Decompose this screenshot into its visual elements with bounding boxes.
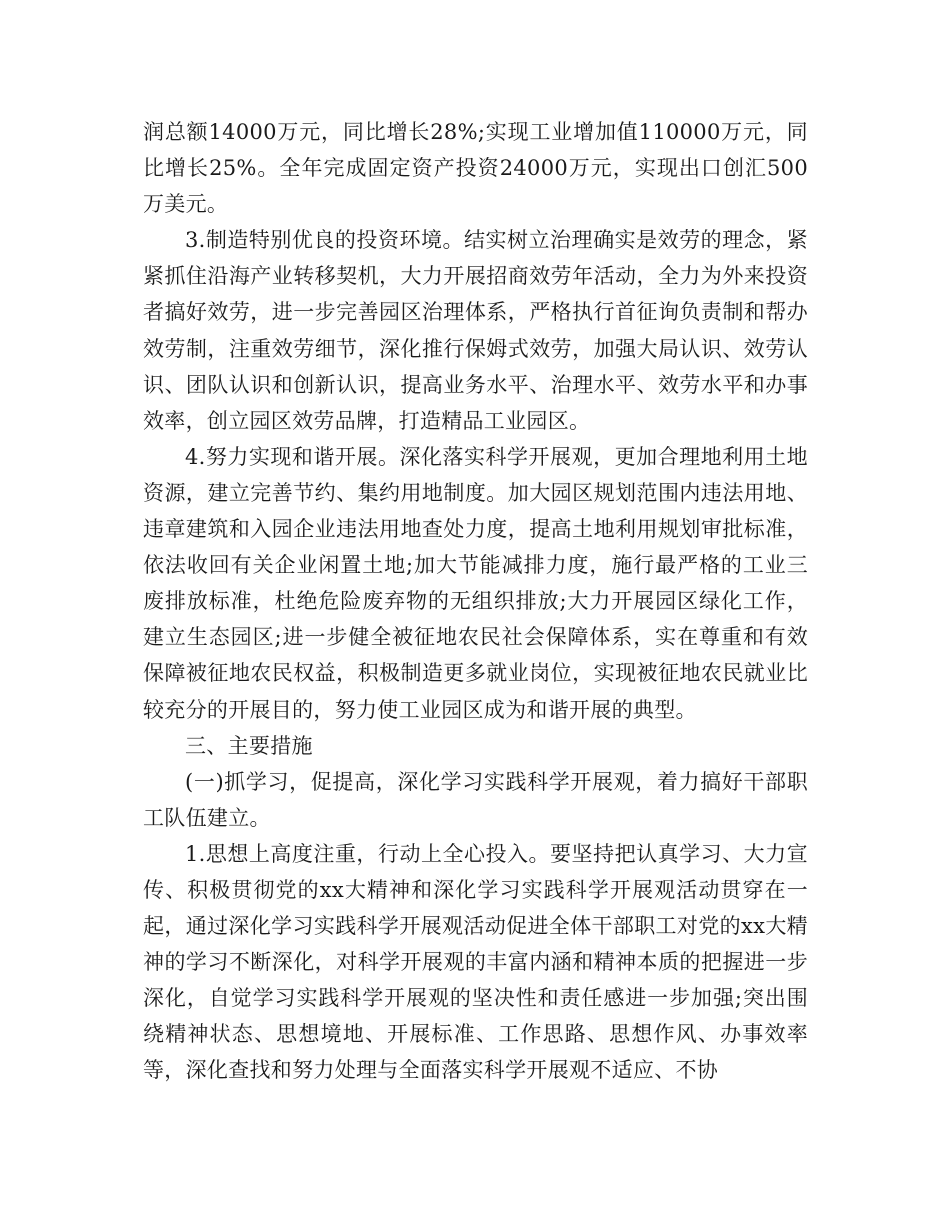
paragraph-continued-profit: 润总额14000万元，同比增长28%;实现工业增加值110000万元，同比增长25%。全年完成固定资产投资24000万元，实现出口创汇500万美元。 [143,120,808,217]
section-heading-main-measures: 三、主要措施 [185,733,313,758]
subsection-heading-study: (一)抓学习，促提高，深化学习实践科学开展观，着力搞好干部职工队伍建立。 [143,769,808,830]
document-body [143,114,808,1089]
paragraph-ideological-emphasis: 1.思想上高度注重，行动上全心投入。要坚持把认真学习、大力宣传、积极贯彻党的xx大精神和深化学习实践科学开展观活动贯穿在一起，通过深化学习实践科学开展观活动促进全体干部职工对党的xx大精神的学习不断深化，对科学开展观的丰富内涵和精神本质的把握进一步深化，自觉学习实践科学开展观的坚决性和责任感进一步加强;突出围绕精神状态、思想境地、开展标准、工作思路、思想作风、办事效率等，深化查找和努力处理与全面落实科学开展观不适应、不协 [143,841,808,1083]
paragraph-harmonious-development: 4.努力实现和谐开展。深化落实科学开展观，更加合理地利用土地资源，建立完善节约、集约用地制度。加大园区规划范围内违法用地、违章建筑和入园企业违法用地查处力度，提高土地利用规划审批标准，依法收回有关企业闲置土地;加大节能减排力度，施行最严格的工业三废排放标准，杜绝危险废弃物的无组织排放;大力开展园区绿化工作，建立生态园区;进一步健全被征地农民社会保障体系，实在尊重和有效保障被征地农民权益，积极制造更多就业岗位，实现被征地农民就业比较充分的开展目的，努力使工业园区成为和谐开展的典型。 [143,444,808,722]
paragraph-investment-environment: 3.制造特别优良的投资环境。结实树立治理确实是效劳的理念，紧紧抓住沿海产业转移契机，大力开展招商效劳年活动，全力为外来投资者搞好效劳，进一步完善园区治理体系，严格执行首征询负责制和帮办效劳制，注重效劳细节，深化推行保姆式效劳，加强大局认识、效劳认识、团队认识和创新认识，提高业务水平、治理水平、效劳水平和办事效率，创立园区效劳品牌，打造精品工业园区。 [143,228,808,433]
